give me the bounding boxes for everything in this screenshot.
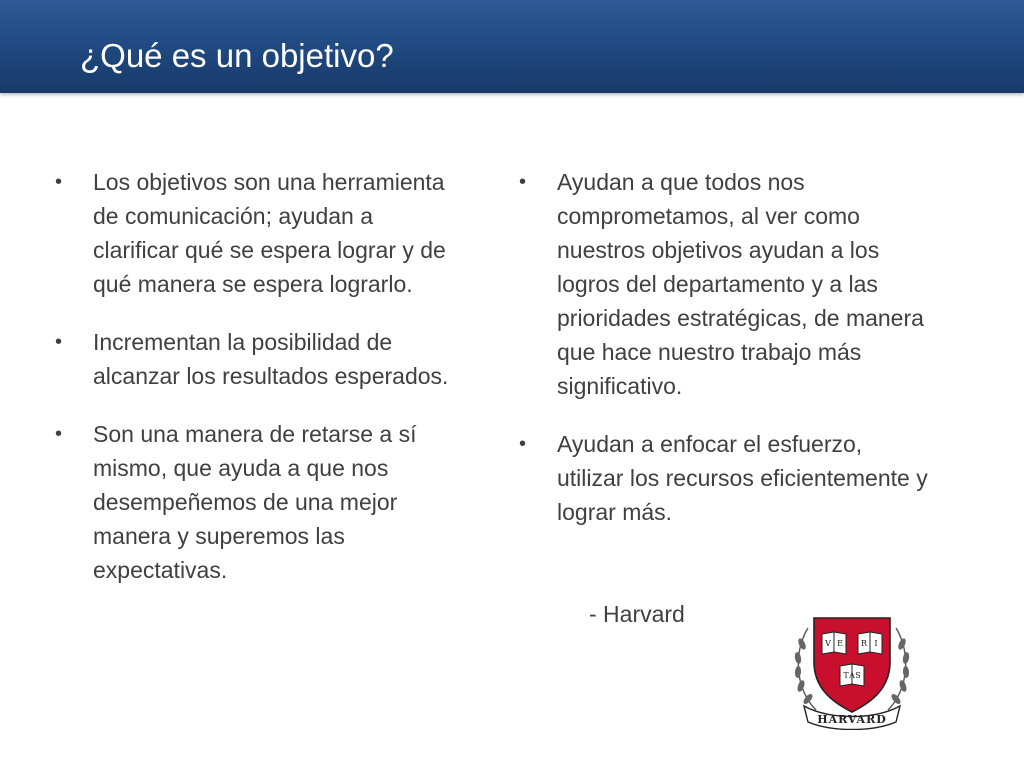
- svg-text:A: A: [849, 671, 855, 680]
- left-bullet-list: [55, 165, 455, 611]
- svg-text:I: I: [874, 639, 878, 648]
- bullet-text: Ayudan a enfocar el esfuerzo, utilizar los recursos eficientemente y lograr más.: [557, 431, 928, 525]
- svg-text:S: S: [855, 671, 861, 680]
- title-bar: [0, 0, 1024, 93]
- svg-text:R: R: [860, 639, 868, 648]
- svg-text:E: E: [837, 639, 843, 648]
- bullet-text: Ayudan a que todos nos comprometamos, al ver como nuestros objetivos ayudan a los logros del departamento y a las prioridades estratégicas, de manera que hace nuestro trabajo más significativo.: [557, 169, 924, 399]
- slide-title: ¿Qué es un objetivo?: [80, 37, 394, 74]
- bullet-item: [519, 427, 934, 529]
- bullet-dot-icon: •: [519, 433, 527, 455]
- right-bullet-list: [519, 165, 934, 553]
- svg-text:HARVARD: HARVARD: [817, 713, 887, 726]
- bullet-text: Incrementan la posibilidad de alcanzar los resultados esperados.: [93, 329, 449, 389]
- svg-text:T: T: [843, 671, 849, 680]
- bullet-item: [519, 165, 934, 403]
- shield-word-1: V: [825, 639, 831, 648]
- bullet-item: [55, 417, 455, 587]
- bullet-dot-icon: •: [55, 171, 63, 193]
- bullet-item: [55, 165, 455, 301]
- quote-attribution: - Harvard: [589, 601, 685, 627]
- bullet-item: [55, 325, 455, 393]
- harvard-shield-icon: [790, 610, 914, 730]
- bullet-text: Son una manera de retarse a sí mismo, que ayuda a que nos desempeñemos de una mejor manera y superemos las expectativas.: [93, 421, 417, 583]
- bullet-dot-icon: •: [55, 423, 63, 445]
- bullet-dot-icon: •: [55, 331, 63, 353]
- bullet-dot-icon: •: [519, 171, 527, 193]
- bullet-text: Los objetivos son una herramienta de comunicación; ayudan a clarificar qué se espera lograr y de qué manera se espera lograrlo.: [93, 169, 446, 297]
